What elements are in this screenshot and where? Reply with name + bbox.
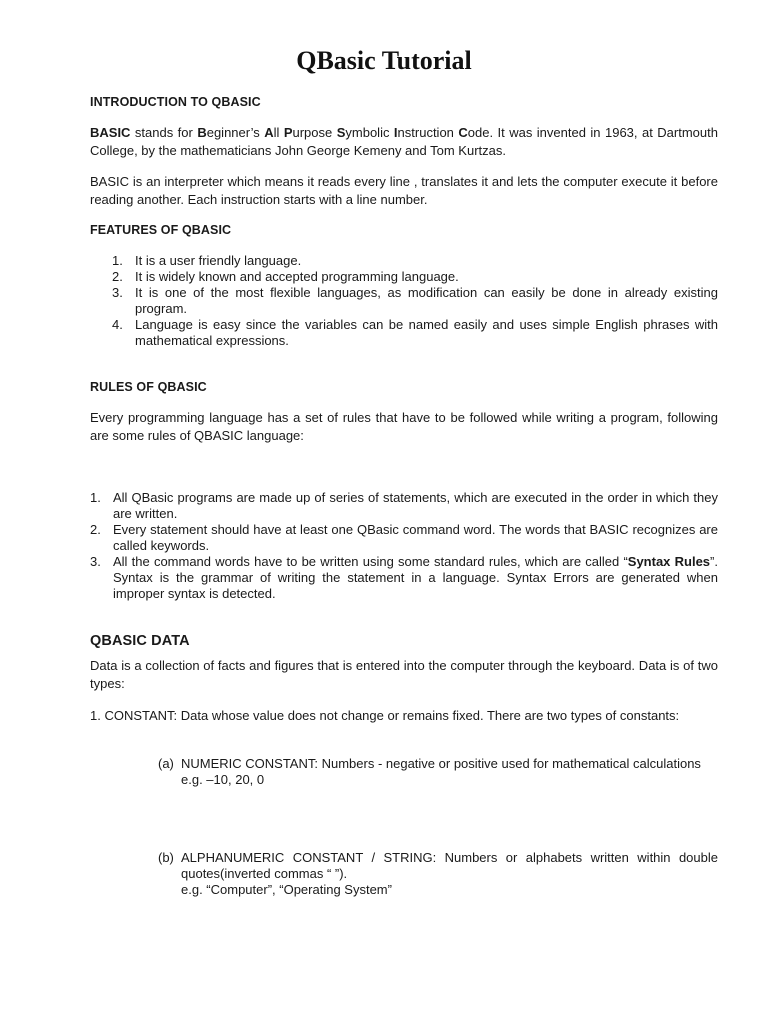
rules-list	[90, 490, 718, 602]
list-item	[112, 285, 718, 317]
list-number: 2.	[90, 522, 101, 537]
list-item	[112, 317, 718, 349]
example-text: e.g. –10, 20, 0	[181, 772, 265, 787]
list-item-text: It is a user friendly language.	[135, 253, 302, 268]
list-item-text: ALPHANUMERIC CONSTANT / STRING: Numbers or alphabets written within double quotes(inverted commas “ ”).	[181, 850, 718, 881]
list-item-text: All QBasic programs are made up of series of statements, which are executed in the order in which they are written.	[113, 490, 718, 521]
list-number: 1.	[90, 490, 101, 505]
list-item-text: It is widely known and accepted programming language.	[135, 269, 459, 284]
intro-heading: INTRODUCTION TO QBASIC	[90, 95, 261, 109]
list-item-text: All the command words have to be written using some standard rules, which are called “Syntax Rules”. Syntax is the grammar of writing the statement in a language. Syntax Errors are generated when improper syntax is detected.	[113, 554, 718, 601]
list-number: (b)	[158, 850, 174, 865]
list-item	[158, 850, 718, 898]
rules-intro: Every programming language has a set of rules that have to be followed while writing a program, following are some rules of QBASIC language:	[90, 410, 718, 443]
rules-heading: RULES OF QBASIC	[90, 380, 207, 394]
features-heading: FEATURES OF QBASIC	[90, 223, 232, 237]
list-number: 3.	[112, 285, 123, 300]
constant-subitem-a	[158, 756, 718, 788]
list-number: 3.	[90, 554, 101, 569]
list-item	[90, 522, 718, 554]
list-item-text: Every statement should have at least one QBasic command word. The words that BASIC recognizes are called keywords.	[113, 522, 718, 553]
data-paragraph-1: Data is a collection of facts and figures that is entered into the computer through the keyboard. Data is of two types:	[90, 658, 718, 691]
constant-subitem-b	[158, 850, 718, 898]
list-number: 1.	[112, 253, 123, 268]
list-item-text: It is one of the most flexible languages, as modification can easily be done in already existing program.	[135, 285, 718, 316]
page-title: QBasic Tutorial	[296, 46, 472, 75]
list-number: 4.	[112, 317, 123, 332]
intro-paragraph-2: BASIC is an interpreter which means it reads every line , translates it and lets the computer execute it before reading another. Each instruction starts with a line number.	[90, 174, 718, 207]
list-item-text: Language is easy since the variables can be named easily and uses simple English phrases with mathematical expressions.	[135, 317, 718, 348]
list-item	[112, 253, 718, 269]
intro-paragraph-1: BASIC stands for Beginner’s All Purpose Symbolic Instruction Code. It was invented in 1963, at Dartmouth College, by the mathematicians John George Kemeny and Tom Kurtzas.	[90, 125, 718, 158]
data-heading: QBASIC DATA	[90, 633, 190, 649]
list-number: 2.	[112, 269, 123, 284]
features-list	[112, 253, 718, 349]
list-number: (a)	[158, 756, 174, 771]
data-paragraph-2: 1. CONSTANT: Data whose value does not change or remains fixed. There are two types of constants:	[90, 708, 680, 723]
list-item	[90, 490, 718, 522]
example-text: e.g. “Computer”, “Operating System”	[181, 882, 392, 897]
list-item	[112, 269, 718, 285]
list-item-text: NUMERIC CONSTANT: Numbers - negative or positive used for mathematical calculations	[181, 756, 701, 771]
list-item	[158, 756, 718, 788]
list-item	[90, 554, 718, 602]
